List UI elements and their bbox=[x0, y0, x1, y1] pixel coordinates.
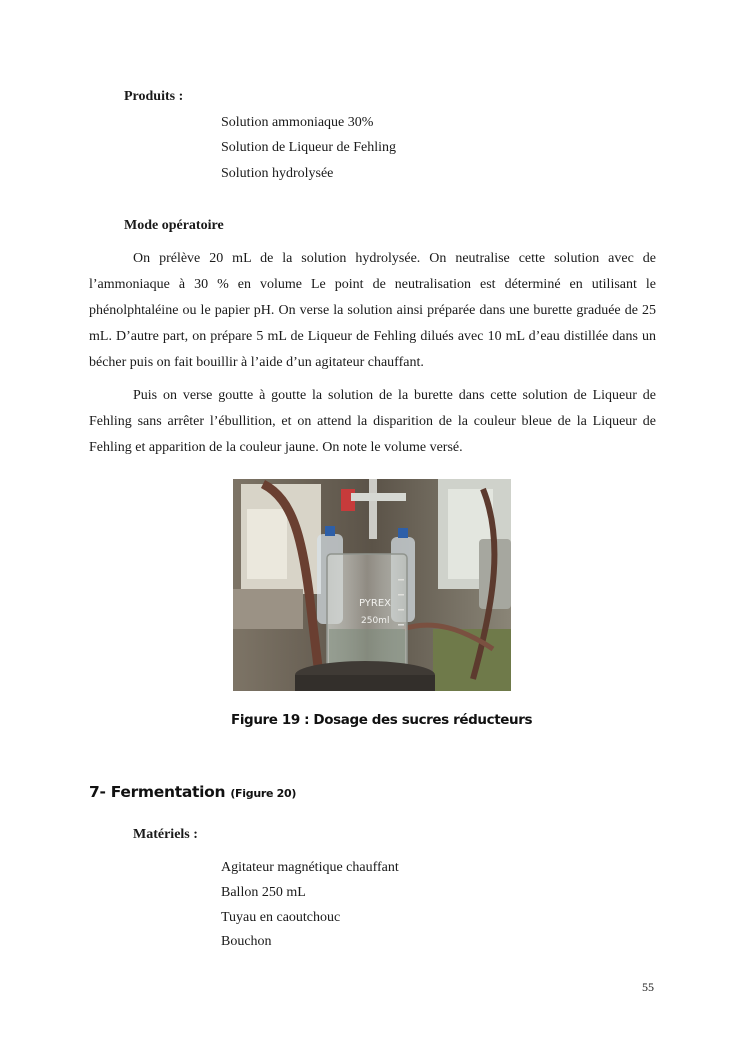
section-title-text: 7- Fermentation bbox=[89, 783, 226, 801]
materiel-item: Agitateur magnétique chauffant bbox=[221, 860, 399, 875]
produits-heading: Produits : bbox=[124, 89, 184, 104]
figure-photo bbox=[233, 479, 511, 691]
produit-item: Solution de Liqueur de Fehling bbox=[221, 140, 396, 155]
figure-caption: Figure 19 : Dosage des sucres réducteurs bbox=[231, 712, 533, 728]
section-title bbox=[89, 783, 296, 801]
produit-item: Solution ammoniaque 30% bbox=[221, 115, 374, 130]
lab-setup-illustration bbox=[233, 479, 511, 691]
beaker-brand-label: PYREX bbox=[359, 598, 392, 609]
materiel-item: Bouchon bbox=[221, 934, 272, 949]
procedure-paragraph-1: On prélève 20 mL de la solution hydrolysée. On neutralise cette solution avec de l’ammoniaque à 30 % en volume Le point de neutralisation est déterminé en utilisant le phénolphtaléine ou le papier pH. On verse la solution ainsi préparée dans une burette graduée de 25 mL. D’autre part, on prépare 5 mL de Liqueur de Fehling dilués avec 10 mL d’eau distillée dans un bécher puis on fait bouillir à l’aide d’un agitateur chauffant. bbox=[89, 251, 656, 370]
procedure-paragraph-2: Puis on verse goutte à goutte la solution de la burette dans cette solution de Liqueur de Fehling sans arrêter l’ébullition, et on attend la disparition de la couleur bleue de la Liqueur de Fehling et apparition de la couleur jaune. On note le volume versé. bbox=[89, 388, 656, 455]
section-figure-ref: (Figure 20) bbox=[230, 787, 297, 800]
materiels-heading: Matériels : bbox=[133, 827, 198, 842]
materiel-item: Ballon 250 mL bbox=[221, 885, 306, 900]
materiel-item: Tuyau en caoutchouc bbox=[221, 910, 341, 925]
page-number: 55 bbox=[642, 980, 654, 994]
mode-operatoire-heading: Mode opératoire bbox=[124, 218, 224, 233]
produit-item: Solution hydrolysée bbox=[221, 166, 334, 181]
beaker-volume-label: 250ml bbox=[361, 616, 390, 626]
